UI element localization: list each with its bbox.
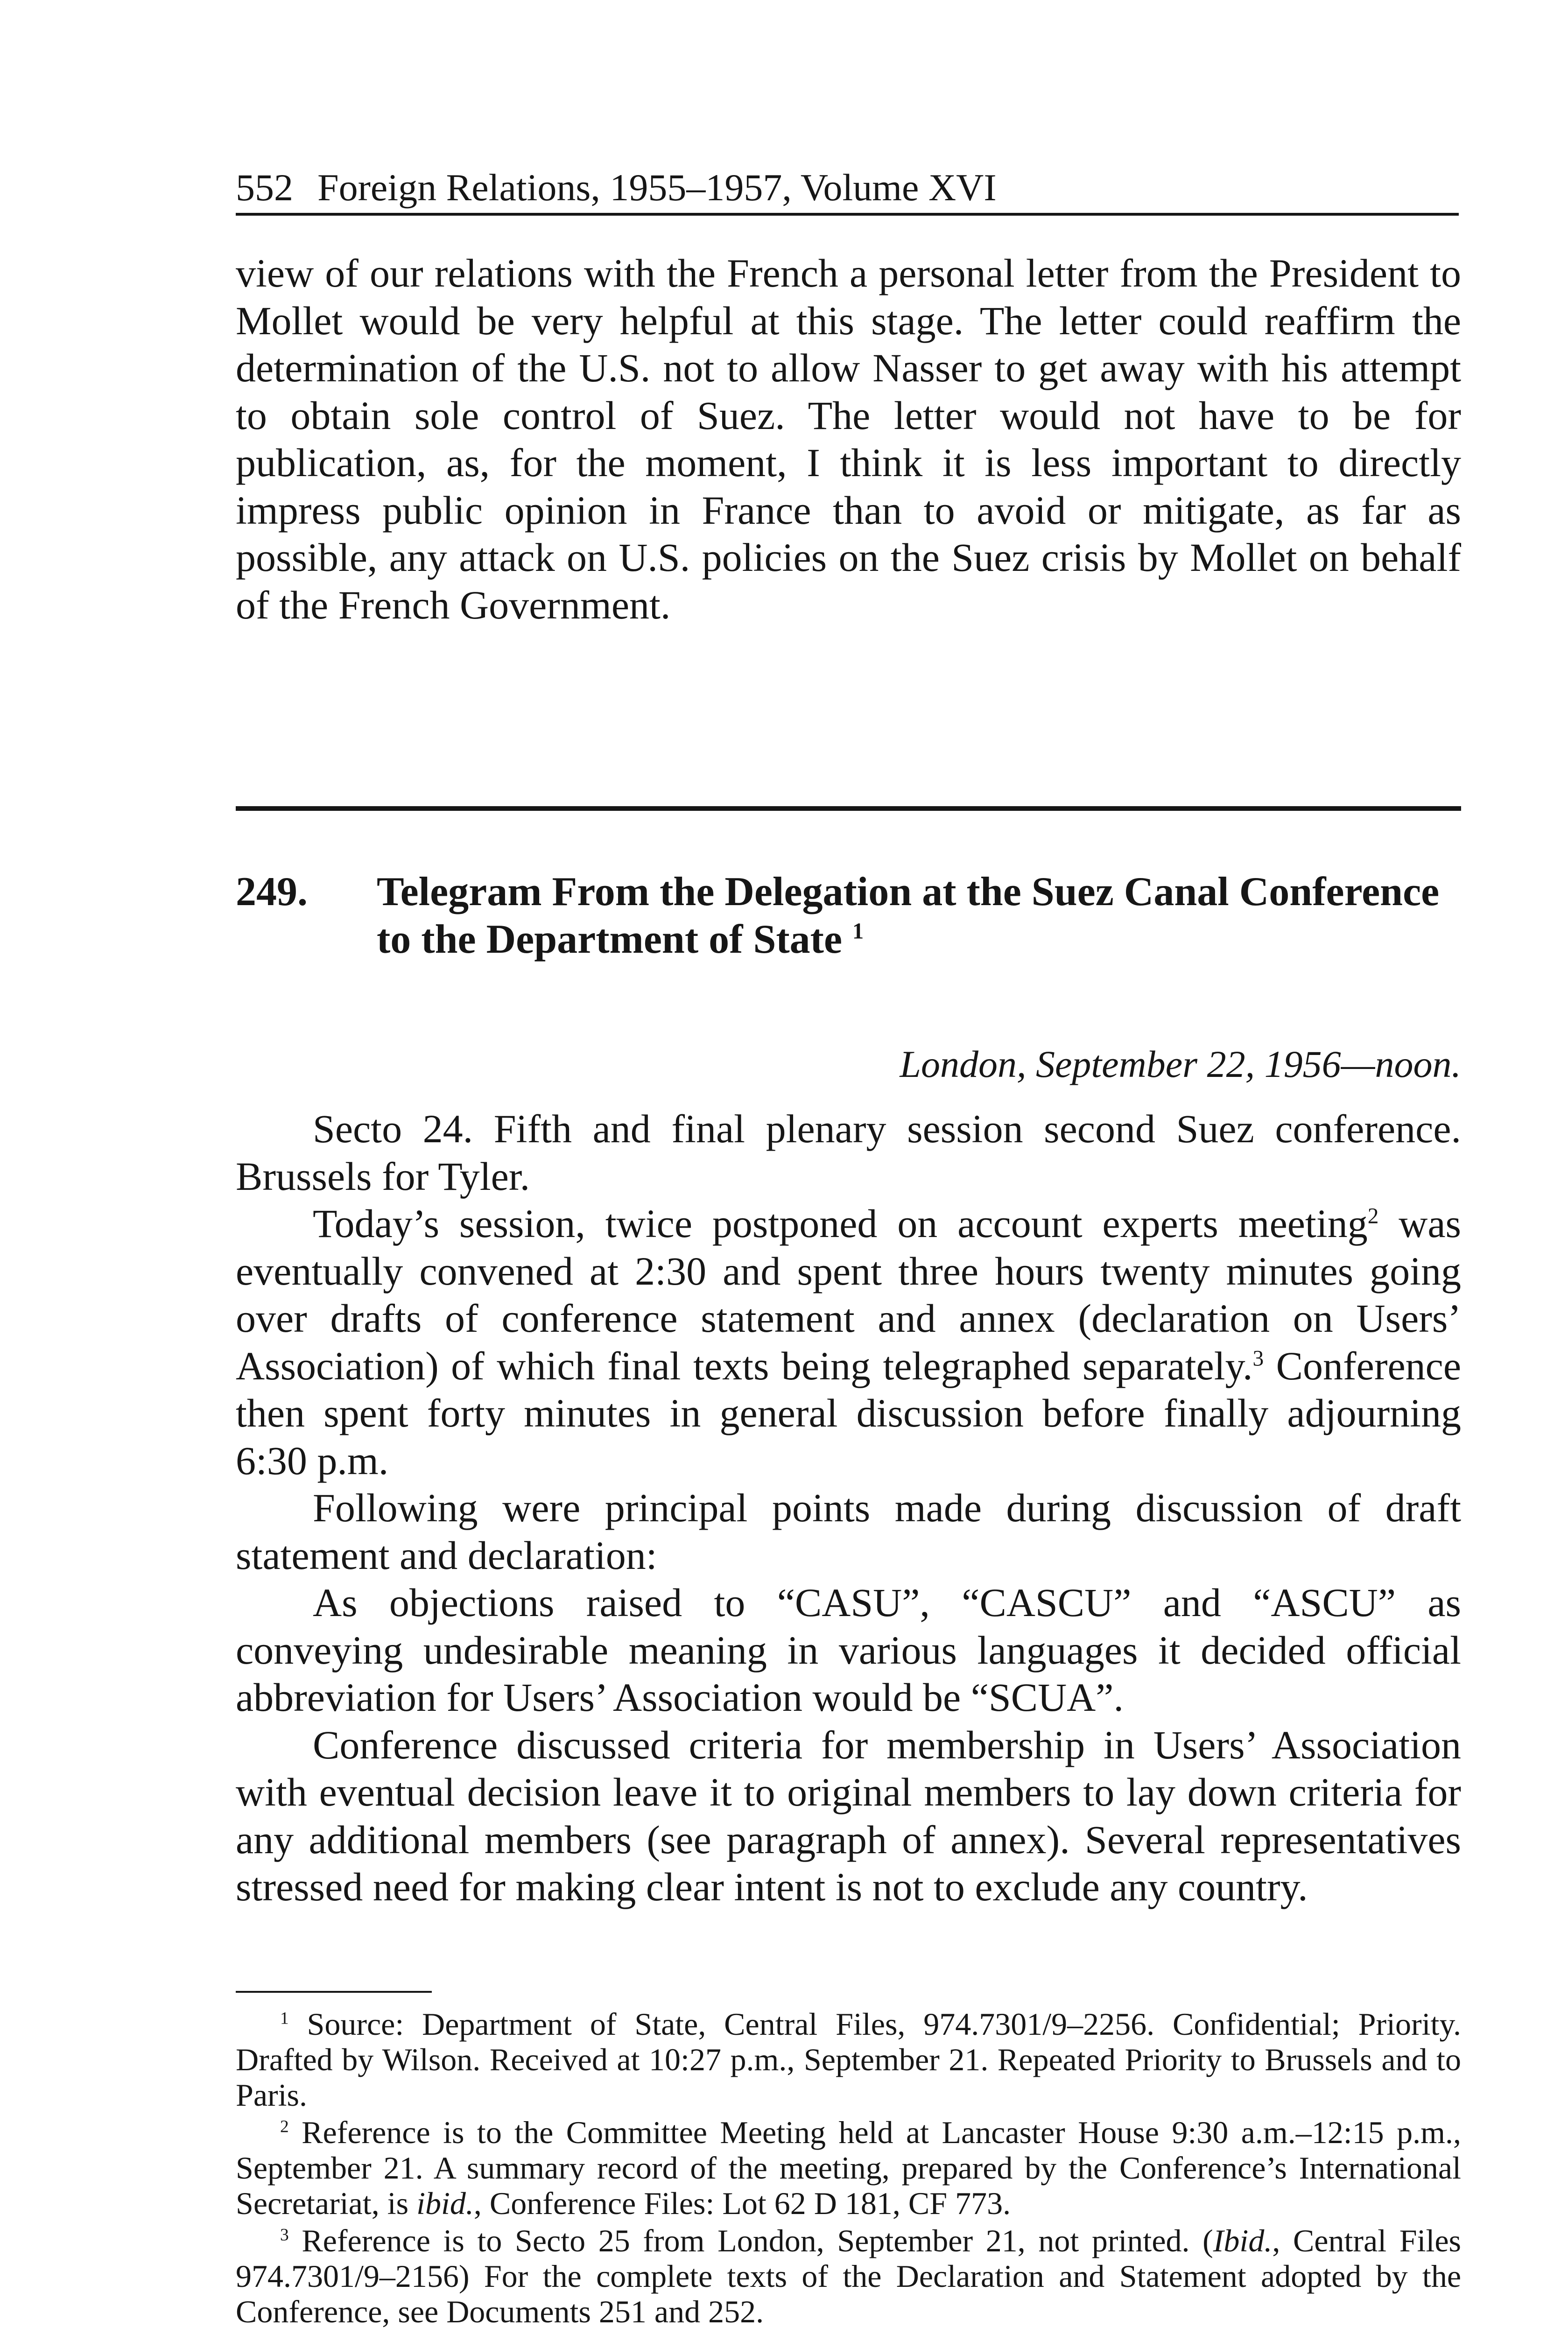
footnote-text: Reference is to the Committee Meeting held at Lancaster House 9:30 a.m.–12:15 p.m., September 21. A summary record of the meeting, prepared by the Conference’s International Secretariat, is bbox=[236, 2115, 1461, 2221]
paragraph-text: As objections raised to “CASU”, “CASCU” and “ASCU” as conveying undesirable meaning in various languages it decided official abbreviation for Users’ Association would be “SCUA”. bbox=[236, 1580, 1461, 1720]
body-paragraph-3 bbox=[236, 1484, 1461, 1579]
footnote-text: , Conference Files: Lot 62 D 181, CF 773. bbox=[473, 2186, 1011, 2221]
footnote-1 bbox=[236, 2006, 1461, 2113]
footnote-ref-3: 3 bbox=[1252, 1346, 1264, 1371]
page-number: 552 bbox=[236, 166, 293, 209]
footnote-ref-2: 2 bbox=[1367, 1204, 1379, 1229]
footnote-marker: 1 bbox=[280, 2009, 289, 2028]
footnote-rule bbox=[236, 1991, 432, 1993]
footnote-2 bbox=[236, 2115, 1461, 2221]
document-heading bbox=[236, 868, 1461, 963]
running-head bbox=[236, 164, 1459, 216]
body-paragraph-5 bbox=[236, 1722, 1461, 1911]
paragraph-text: was eventually convened at 2:30 and spent three hours twenty minutes going over drafts of conference statement and annex (declaration on Users’ Association) of which final texts being telegraphed separately. bbox=[236, 1201, 1461, 1388]
body-paragraph-4 bbox=[236, 1579, 1461, 1722]
footnote-text: Reference is to Secto 25 from London, September 21, not printed. ( bbox=[288, 2223, 1213, 2258]
paragraph-text: Conference discussed criteria for membership in Users’ Association with eventual decision leave it to original members to lay down criteria for any additional members (see paragraph of annex). Several representatives stressed need for making clear intent is not to exclude any country. bbox=[236, 1722, 1461, 1909]
document-title-block bbox=[377, 868, 1461, 963]
document-title: Telegram From the Delegation at the Suez Canal Conference to the Department of State bbox=[377, 869, 1440, 962]
carryover-paragraph: view of our relations with the French a personal letter from the President to Mollet would be very helpful at this stage. The letter could reaffirm the determination of the U.S. not to allow Nasser to get away with his attempt to obtain sole control of Suez. The letter would not have to be for publication, as, for the moment, I think it is less important to directly impress public opinion in France than to avoid or mitigate, as far as possible, any attack on U.S. policies on the Suez crisis by Mollet on behalf of the French Government. bbox=[236, 251, 1461, 627]
paragraph-text: Today’s session, twice postponed on account experts meeting bbox=[313, 1201, 1368, 1246]
body-paragraph-1 bbox=[236, 1105, 1461, 1200]
document-body bbox=[236, 1105, 1461, 1911]
paragraph-text: Secto 24. Fifth and final plenary session second Suez conference. Brussels for Tyler. bbox=[236, 1106, 1461, 1199]
footnote-italic: ibid. bbox=[416, 2186, 474, 2221]
running-head-title: Foreign Relations, 1955–1957, Volume XVI bbox=[317, 166, 997, 209]
body-paragraph-2 bbox=[236, 1200, 1461, 1484]
document-number: 249. bbox=[236, 869, 308, 914]
footnote-3 bbox=[236, 2223, 1461, 2329]
footnote-text: Source: Department of State, Central Files, 974.7301/9–2256. Confidential; Priority. Drafted by Wilson. Received at 10:27 p.m., September 21. Repeated Priority to Brussels and to Paris. bbox=[236, 2006, 1461, 2113]
paragraph-text: Following were principal points made during discussion of draft statement and declaration: bbox=[236, 1485, 1461, 1578]
section-divider bbox=[236, 806, 1461, 811]
footnote-text: , Central Files 974.7301/9–2156) For the complete texts of the Declaration and Statement adopted by the Conference, see Documents 251 and 252. bbox=[236, 2223, 1461, 2329]
footnotes bbox=[236, 2006, 1461, 2329]
footnote-marker: 2 bbox=[280, 2117, 289, 2137]
footnote-italic: Ibid. bbox=[1213, 2223, 1273, 2258]
footnote-marker: 3 bbox=[280, 2225, 289, 2245]
carryover-text bbox=[236, 250, 1461, 629]
footnote-ref-1: 1 bbox=[852, 919, 864, 944]
dateline: London, September 22, 1956—noon. bbox=[900, 1043, 1461, 1085]
paragraph-text: Conference then spent forty minutes in general discussion before finally adjourning 6:30 p.m. bbox=[236, 1343, 1462, 1483]
